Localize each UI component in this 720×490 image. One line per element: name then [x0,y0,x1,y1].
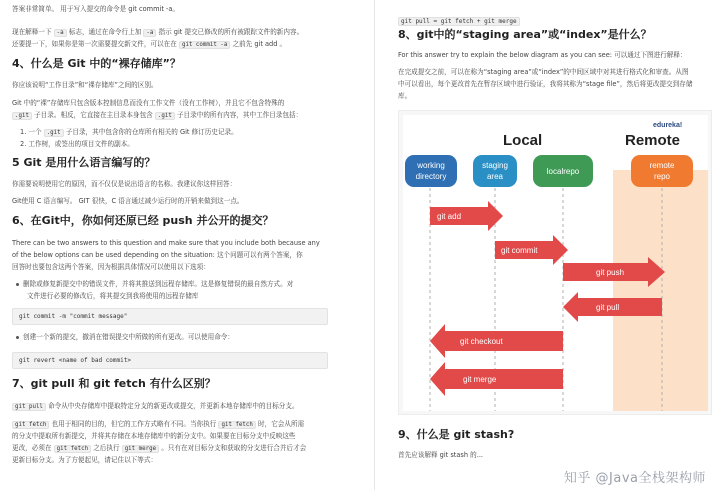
s6-bullet-2 [16,332,351,343]
s6-bullet-1-cont: 文件进行必要的修改后，将其提交到我将使用的远程存储库 [27,292,199,300]
column-divider [374,0,375,490]
text: 之后执行 [93,444,120,452]
s6-p2: of the below options can be used depending on the situation: 这个问题可以有两个答案，你 [12,251,303,259]
s4-item2: 2. 工作树，或签出的项目文件的副本。 [20,140,134,148]
edureka-logo: edureka! [653,122,683,129]
intro-paragraph [12,27,357,51]
staging-area-label-2: area [486,172,504,181]
heading-5: 5 Git 是用什么语言编写的？ [12,156,156,169]
remote-header: Remote [625,132,681,149]
remote-repo-box [631,155,693,187]
zhihu-watermark: 知乎 @Java全栈架构师 [563,471,706,486]
bullet-dot [16,283,19,286]
text: 子目录中的所有内容，其中工作目录包括： [176,111,303,119]
git-merge-label: git merge [463,375,497,384]
git-add-label: git add [437,212,462,221]
s6-p1: There can be two answers to this question and make sure that you include both because any [12,239,320,247]
remote-repo-label-1: remote [649,161,675,170]
inline-code: git fetch [12,421,49,429]
s7-p5: 更新目标分支。为了方便起见，请记住以下等式： [12,456,158,464]
git-pull-label: git pull [596,303,620,312]
git-add-arrow [430,201,503,231]
s7-p1 [12,401,357,413]
text: 1. 一个 [20,128,42,136]
s8-p2: 在完成提交之前，可以在称为“staging area”或“index”的中间区域中对其进行格式化和审查。从图 [398,68,689,76]
s6-p3: 回答时也要包含这两个答案，因为根据具体情况可以使用以下选项： [12,263,210,271]
inline-code: .git [44,129,64,137]
inline-code: git pull = git fetch + git merge [398,17,520,26]
inline-code: -a [54,29,67,37]
s4-p1: 你应该说明“工作目录”和“裸存储库”之间的区别。 [12,81,158,89]
heading-7: 7、git pull 和 git fetch 有什么区别？ [12,377,216,390]
bullet-dot [16,336,19,339]
inline-code: git commit -a [179,41,230,49]
code-block-commit: git commit -m "commit message" [12,308,328,325]
s5-p2: Git使用 C 语言编写。 GIT 很快，C 语言通过减少运行时的开销来做到这一点。 [12,197,244,205]
text: 也用于相同的目的，但它的工作方式略有不同。当你执行 [51,420,217,428]
working-directory-label-2: directory [415,172,447,181]
text: 标志，通过在命令行上加 [68,28,142,36]
working-directory-label-1: working [417,161,445,170]
inline-code: git merge [122,445,159,453]
s7-p2 [12,419,357,431]
remote-background [613,170,708,411]
s7-p3: 的分支中提取所有新提交，并将其存储在本地存储库中的新分支中。如果要在目标分支中反映这些 [12,432,296,440]
git-push-label: git push [596,268,625,277]
s8-p1: For this answer try to explain the below diagram as you can see: 可以通过下图进行解释： [398,51,687,59]
inline-code: -a [143,29,156,37]
text: 命令从中央存储库中提取特定分支的新更改或提交，并更新本地存储库中的目标分支。 [48,402,299,410]
diagram-canvas [403,115,708,411]
s4-p2: Git 中的“裸”存储库只包含版本控制信息而没有工作文件（没有工作树），并且它不包含特殊的 [12,99,285,107]
inline-code: .git [12,112,32,120]
git-staging-diagram [398,110,712,415]
heading-4: 4、什么是 Git 中的“裸存储库”？ [12,57,181,70]
text: 还要提一下，如果你是第一次需要提交新文件，可以在在 [12,40,177,48]
text: 指示 git 提交已修改的所有被跟踪文件的新内容。 [158,28,304,36]
text: 子目录。相反，它直接在主目录本身包含 [34,111,153,119]
inline-code: git fetch [54,445,91,453]
left-column [12,4,352,15]
git-checkout-arrow [430,324,563,358]
text: 之前先 git add 。 [232,40,287,48]
s7-p4 [12,443,357,455]
text: 创建一个新的提交，撤消在错误提交中所做的所有更改。可以使用命令： [23,333,234,341]
remote-repo-label-2: repo [653,172,671,181]
s8-p4: 库。 [398,92,412,100]
text: 删除或修复新提交中的错误文件，并将其推送到远程存储库。这是修复错误的最自然方式。对 [23,280,294,288]
s4-item1 [20,127,238,139]
intro-line: 答案非常简单。 用于写入提交的命令是 git commit -a。 [12,5,180,13]
heading-6: 6、在Git中，你如何还原已经 push 并公开的提交？ [12,214,274,227]
inline-code: .git [155,112,175,120]
inline-code: git pull [12,403,46,411]
diagram-svg [403,115,708,411]
staging-area-label-1: staging [482,161,508,170]
text: 更改，必须在 [12,444,52,452]
s8-p3: 中可以看出，每个更改首先在暂存区域中进行验证，我将其称为“stage file”，然后将更改提交到存储 [398,80,693,88]
staging-area-box [473,155,517,187]
heading-9: 9、什么是 git stash? [398,428,515,441]
code-block-revert: git revert <name of bad commit> [12,352,328,369]
text: 现在解释一下 [12,28,52,36]
working-directory-box [405,155,457,187]
text: 子目录，其中包含你的仓库所有相关的 Git 修订历史记录。 [65,128,238,136]
git-commit-arrow [495,235,568,265]
heading-8: 8、git中的“staging area”或“index”是什么？ [398,28,652,41]
s9-p1: 首先应该解释 git stash 的... [398,451,484,459]
localrepo-label: localrepo [546,167,580,176]
pull-equation [398,8,520,27]
text: 。只有在对目标分支和获取的分支进行合并后才会 [161,444,307,452]
git-merge-arrow [430,362,563,396]
inline-code: git fetch [218,421,255,429]
s5-p1: 你需要说明使用它的原因，而不仅仅是说出语言的名称。我建议你这样回答： [12,180,237,188]
git-commit-label: git commit [501,246,538,255]
text: 时，它会从所需 [258,420,305,428]
git-checkout-label: git checkout [460,337,503,346]
s4-p3 [12,110,357,122]
local-header: Local [503,132,543,149]
s6-bullet-1 [16,279,351,290]
